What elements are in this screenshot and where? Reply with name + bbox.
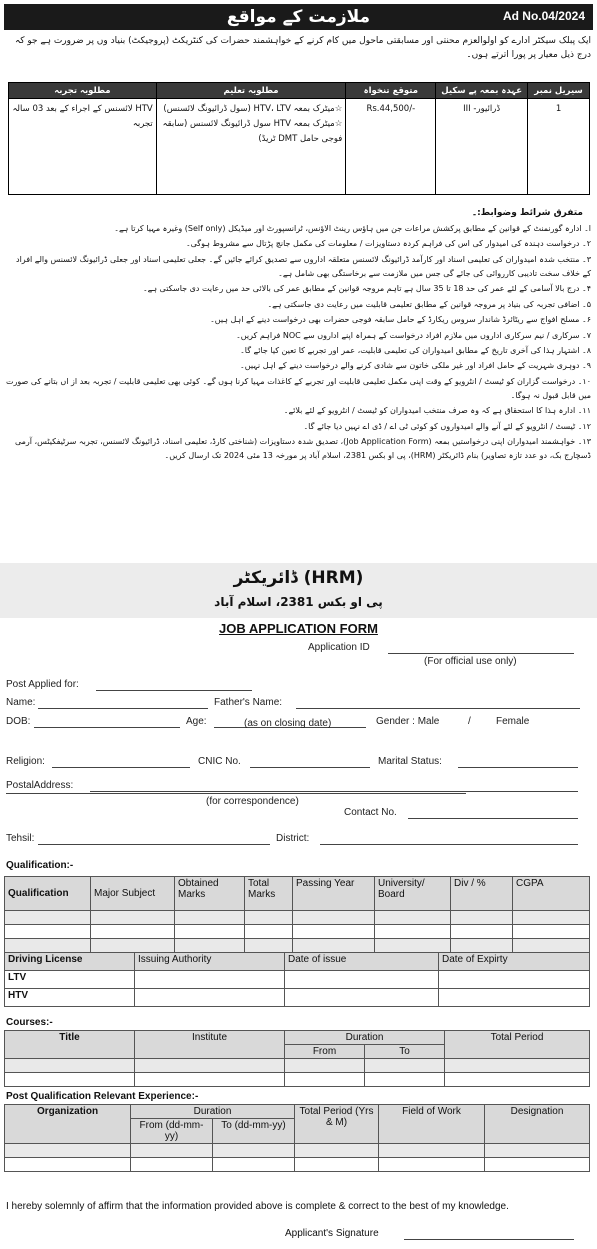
post-experience: HTV لائسنس کے اجراء کے بعد 03 سالہ تجربہ: [9, 99, 157, 195]
post-education: [156, 99, 346, 195]
term-item: ا۔ ادارہ گورنمنٹ کے قوانین کے مطابق پرکشش مراعات جن میں ہاؤس رینٹ الاؤنس، ٹرانسپورٹ اور میڈیکل (Self only) وغیرہ مہیا کرتا ہے۔: [114, 224, 591, 233]
correspondence-note: (for correspondence): [206, 796, 299, 807]
name-label: Name:: [6, 697, 36, 708]
license-row-htv[interactable]: [5, 989, 590, 1007]
qual-header: Major Subject: [91, 877, 175, 911]
exp-header: Duration: [131, 1105, 295, 1119]
dob-field[interactable]: [34, 727, 180, 728]
qual-header: Total Marks: [245, 877, 293, 911]
district-label: District:: [276, 833, 310, 844]
qual-header: Passing Year: [293, 877, 375, 911]
application-id-field[interactable]: [388, 653, 574, 654]
qual-row[interactable]: [5, 939, 590, 953]
course-header: Title: [5, 1031, 135, 1059]
qual-header: University/ Board: [375, 877, 451, 911]
posts-table: [8, 82, 590, 195]
religion-field[interactable]: [52, 767, 190, 768]
gender-female-option[interactable]: Female: [496, 716, 530, 727]
name-field[interactable]: [38, 708, 208, 709]
term-item: ۹۔ دوہری شہریت کے حامل افراد اور غیر ملکی خاتون سے شادی کرنے والے درخواست دینے کے اہل نہیں۔: [240, 361, 591, 371]
license-type: HTV: [5, 989, 135, 1007]
term-item: ۶۔ مسلح افواج سے ریٹائرڈ شاندار سروس ریکارڈ کے حامل سابقہ فوجی حضرات بھی درخواست دینے کے اہل ہیں۔: [210, 315, 591, 325]
application-id-label: Application ID: [308, 642, 370, 653]
term-item: ۸۔ اشتہار ہذا کی آخری تاریخ کے مطابق امیدواران کی تعلیمی قابلیت، عمر اور تجربے کا تعین کیا جائے گا۔: [240, 345, 591, 355]
affirmation-text: I hereby solemnly of affirm that the information provided above is complete & correct to the best of my knowledge.: [6, 1201, 509, 1212]
ad-title: ملازمت کے مواقع: [226, 7, 371, 27]
post-serial: 1: [528, 99, 590, 195]
signature-label: Applicant's Signature: [285, 1228, 379, 1239]
course-row[interactable]: [5, 1059, 590, 1073]
posts-header-serial: سیریل نمبر: [528, 83, 590, 99]
gender-label[interactable]: Gender : Male: [376, 716, 440, 727]
qual-header: Qualification: [5, 877, 91, 911]
term-item: ۴۔ درج بالا آسامی کے لئے عمر کی حد 18 تا 35 سال ہے تاہم مروجہ قوانین کے مطابق عمر کی بالائی حد میں رعایت دی جاسکتی ہے۔: [142, 284, 591, 294]
posts-header-experience: مطلوبہ تجربہ: [9, 83, 157, 99]
post-applied-label: Post Applied for:: [6, 679, 79, 690]
course-header: Total Period: [445, 1031, 590, 1059]
experience-table: [4, 1104, 590, 1172]
courses-table: [4, 1030, 590, 1087]
courses-title: Courses:-: [6, 1017, 53, 1028]
term-item: ۱۳۔ خواہشمند امیدواران اپنی درخواستیں بمعہ (Job Application Form)، تصدیق شدہ دستاویزات (شناختی کارڈ، تعلیمی اسناد، ڈرائیونگ لائسنس، تجربہ سرٹیفکیٹس، آرمی ڈسچارج بک، دو عدد تازہ تصاویر) بنام ڈائریکٹر (HRM)، پی او بکس 2381، اسلام آباد پر مورخہ 13 مئی 2024 تک ارسال کریں۔: [14, 437, 591, 461]
term-item: ۲۔ درخواست دہندہ کی امیدوار کی اس کی فراہم کردہ دستاویزات / معلومات کی مکمل جانچ پڑتال سے مشروط ہوگی۔: [185, 239, 591, 249]
director-heading: ڈائریکٹر (HRM): [233, 568, 364, 588]
license-header: Date of issue: [285, 953, 439, 971]
gender-separator: /: [468, 716, 471, 727]
term-item: ۳۔ منتخب شدہ امیدواران کی تعلیمی اسناد اور کارآمد ڈرائیونگ لائسنس متعلقہ اداروں سے تصدیق کرائے جائیں گے۔ جعلی تعلیمی اسناد اور جعلی ڈرائیونگ لائسنس والے افراد کے خلاف سخت تادیبی کارروائی کی جائے گی جس میں ملازمت سے برخاستگی بھی شامل ہے۔: [16, 254, 591, 278]
qual-row[interactable]: [5, 911, 590, 925]
terms-title: متفرق شرائط وضوابط:۔: [471, 208, 583, 218]
age-label: Age:: [186, 716, 207, 727]
course-header: Duration: [285, 1031, 445, 1045]
term-item: ۵۔ اضافی تجربہ کی بنیاد پر مروجہ قوانین کے مطابق تعلیمی قابلیت میں رعایت دی جاسکتی ہے۔: [267, 299, 591, 309]
terms-list: [6, 222, 591, 465]
fathers-name-field[interactable]: [296, 708, 580, 709]
exp-header: Organization: [5, 1105, 131, 1144]
tehsil-label: Tehsil:: [6, 833, 35, 844]
signature-field[interactable]: [404, 1239, 574, 1240]
age-note: (as on closing date): [244, 718, 332, 729]
posts-header-salary: متوقع تنخواہ: [346, 83, 436, 99]
contact-field[interactable]: [408, 818, 578, 819]
license-type: LTV: [5, 971, 135, 989]
post-applied-field[interactable]: [96, 690, 252, 691]
postal-address-field[interactable]: [90, 791, 578, 792]
cnic-label: CNIC No.: [198, 756, 241, 767]
exp-header: Field of Work: [379, 1105, 485, 1144]
posts-header-post: عہدہ بمعہ پے سکیل: [436, 83, 528, 99]
qual-header: CGPA: [513, 877, 590, 911]
posts-header-education: مطلوبہ تعلیم: [156, 83, 346, 99]
exp-header: Total Period (Yrs & M): [295, 1105, 379, 1144]
postal-address-field-2[interactable]: [6, 793, 466, 794]
cnic-field[interactable]: [250, 767, 370, 768]
exp-row[interactable]: [5, 1158, 590, 1172]
fathers-name-label: Father's Name:: [214, 697, 283, 708]
exp-subheader: From (dd-mm-yy): [131, 1119, 213, 1144]
district-field[interactable]: [320, 844, 578, 845]
post-salary: Rs.44,500/-: [346, 99, 436, 195]
contact-label: Contact No.: [344, 807, 397, 818]
qual-header: Obtained Marks: [175, 877, 245, 911]
qualification-title: Qualification:-: [6, 860, 74, 871]
course-header: Institute: [135, 1031, 285, 1059]
tehsil-field[interactable]: [38, 844, 270, 845]
license-header: Driving License: [5, 953, 135, 971]
marital-status-field[interactable]: [458, 767, 578, 768]
term-item: ۷۔ سرکاری / نیم سرکاری اداروں میں ملازم افراد درخواست کے ہمراہ اپنے اداروں سے NOC فراہم کریں۔: [236, 330, 591, 340]
course-subheader: To: [365, 1045, 445, 1059]
course-row[interactable]: [5, 1073, 590, 1087]
term-item: ۱۲۔ ٹیسٹ / انٹرویو کے لئے آنے والے امیدواروں کو کوئی ٹی اے / ڈی اے نہیں دیا جائے گا۔: [303, 421, 591, 431]
intro-text: ایک پبلک سیکٹر ادارے کو اولوالعزم محنتی اور مسابقتی ماحول میں کام کرنے کے خواہشمند حضرات کی کنٹریکٹ (پروجیکٹ) بنیاد وں پر ضرورت ہے جو کہ درج ذیل معیار پر پورا اترتے ہوں۔: [14, 36, 591, 60]
post-education-item: ☆میٹرک بمعہ HTV، LTV (سول ڈرائیونگ لائسنس): [163, 104, 343, 114]
post-education-item: ☆میٹرک بمعہ HTV سول ڈرائیونگ لائسنس (سابقہ فوجی حامل DMT ٹریڈ): [162, 119, 343, 144]
qual-row[interactable]: [5, 925, 590, 939]
exp-header: Designation: [485, 1105, 590, 1144]
postal-address-label: PostalAddress:: [6, 780, 74, 791]
qualification-table: [4, 876, 590, 953]
po-box: پی او بکس 2381، اسلام آباد: [214, 595, 383, 609]
exp-subheader: To (dd-mm-yy): [213, 1119, 295, 1144]
official-use-note: (For official use only): [424, 656, 517, 667]
ad-number: Ad No.04/2024: [502, 9, 585, 23]
license-table: [4, 952, 590, 1007]
religion-label: Religion:: [6, 756, 45, 767]
experience-title: Post Qualification Relevant Experience:-: [6, 1091, 199, 1102]
exp-row[interactable]: [5, 1144, 590, 1158]
license-header: Issuing Authority: [135, 953, 285, 971]
posts-row: [9, 99, 590, 195]
term-item: ۱۰۔ درخواست گزاران کو ٹیسٹ / انٹرویو کے وقت اپنی مکمل تعلیمی قابلیت اور تجربے کے کاغذات مہیا کرنا ہوں گے۔ کوئی بھی تعلیمی قابلیت / تجربہ بعد از اں بتانے کی صورت میں قابل قبول نہ ہوگا۔: [6, 376, 591, 400]
form-title: JOB APPLICATION FORM: [219, 621, 378, 636]
marital-status-label: Marital Status:: [378, 756, 442, 767]
post-title: ڈرائیور- III: [436, 99, 528, 195]
ad-header: [4, 4, 593, 30]
course-subheader: From: [285, 1045, 365, 1059]
dob-label: DOB:: [6, 716, 31, 727]
license-row-ltv[interactable]: [5, 971, 590, 989]
qual-header: Div / %: [451, 877, 513, 911]
license-header: Date of Expirty: [439, 953, 590, 971]
term-item: ۱۱۔ ادارہ ہذا کا استحقاق ہے کہ وہ صرف منتخب امیدواران کو ٹیسٹ / انٹرویو کے لئے بلائے۔: [283, 406, 591, 416]
